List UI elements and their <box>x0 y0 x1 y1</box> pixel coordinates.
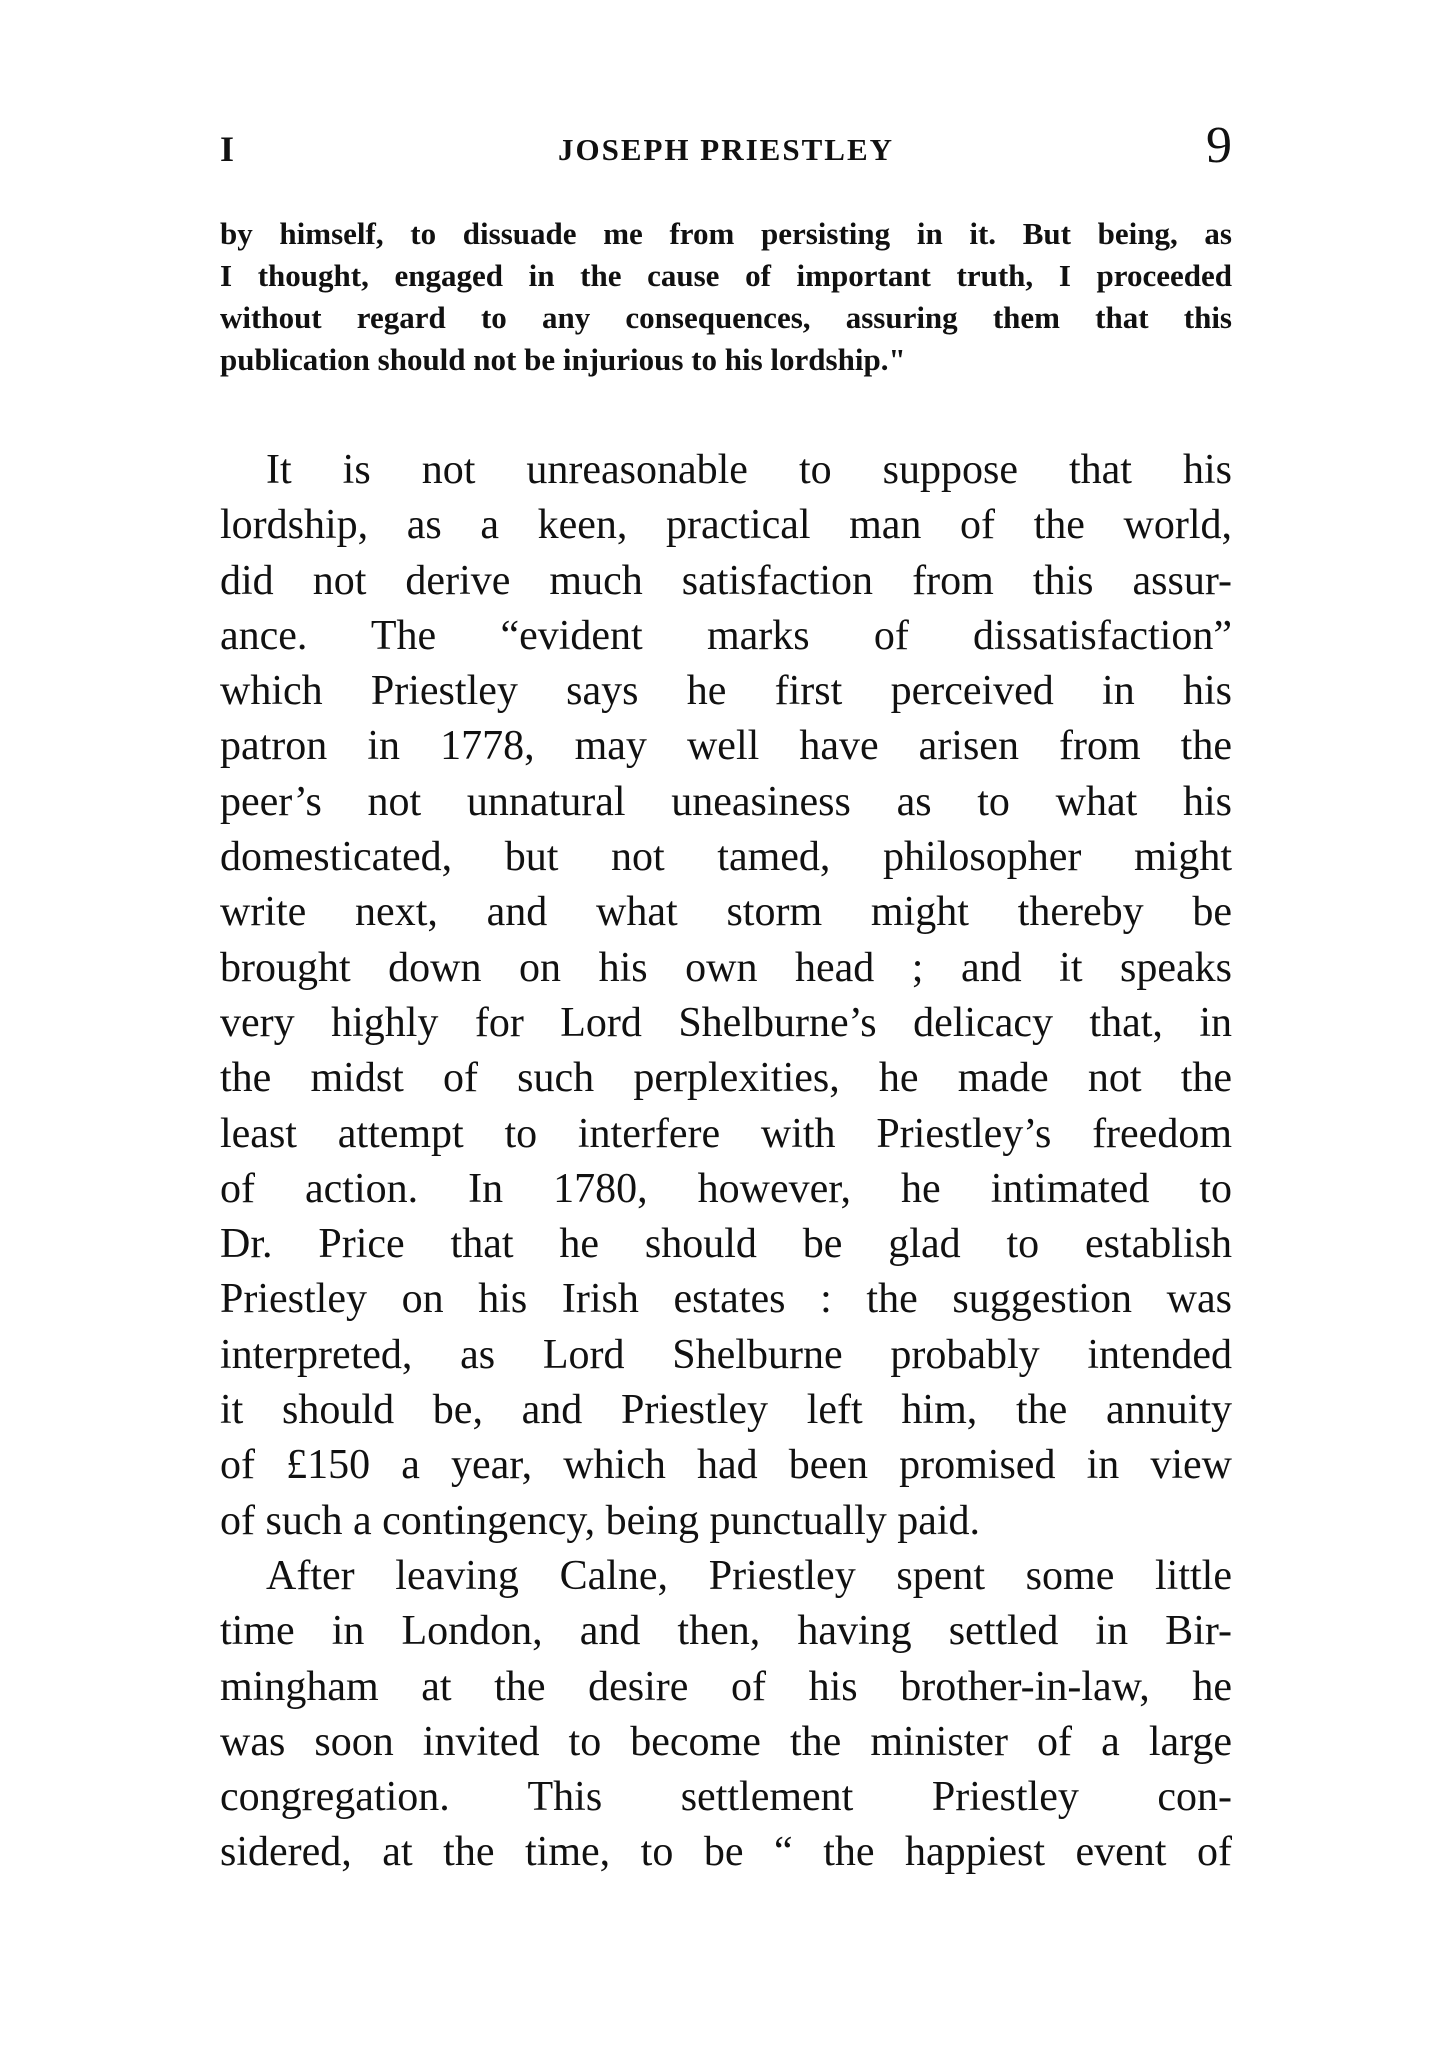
text-line: write next, and what storm might thereby be <box>220 889 1232 936</box>
signature-mark: I <box>220 129 235 169</box>
body-text <box>220 443 1232 1881</box>
text-line: congregation. This settlement Priestley con- <box>220 1774 1232 1821</box>
text-line: of such a contingency, being punctually paid. <box>220 1497 981 1544</box>
text-line: brought down on his own head ; and it speaks <box>220 944 1232 991</box>
paragraph-1 <box>220 443 1232 1549</box>
text-line: of action. In 1780, however, he intimated to <box>220 1165 1232 1212</box>
text-line: of £150 a year, which had been promised in view <box>220 1442 1232 1489</box>
text-line: Priestley on his Irish estates : the suggestion was <box>220 1276 1232 1323</box>
text-line: Dr. Price that he should be glad to establish <box>220 1221 1232 1268</box>
paragraph-2 <box>220 1549 1232 1881</box>
text-line: sidered, at the time, to be “ the happiest event of <box>220 1829 1232 1876</box>
quotation-line: publication should not be injurious to his lordship." <box>220 342 906 377</box>
page-number: 9 <box>1206 117 1232 174</box>
text-line: the midst of such perplexities, he made not the <box>220 1055 1232 1102</box>
running-head <box>220 117 1232 180</box>
text-line: domesticated, but not tamed, philosopher might <box>220 834 1232 881</box>
text-line: very highly for Lord Shelburne’s delicacy that, in <box>220 999 1232 1046</box>
quotation-line: I thought, engaged in the cause of important truth, I proceeded <box>220 258 1232 293</box>
quotation-line: by himself, to dissuade me from persisting in it. But being, as <box>220 216 1232 251</box>
text-line: patron in 1778, may well have arisen from the <box>220 723 1232 770</box>
text-line: peer’s not unnatural uneasiness as to what his <box>220 778 1232 825</box>
text-line: it should be, and Priestley left him, the annuity <box>220 1387 1232 1434</box>
text-line: lordship, as a keen, practical man of the world, <box>220 502 1232 549</box>
text-line: was soon invited to become the minister of a large <box>220 1718 1232 1765</box>
text-line: interpreted, as Lord Shelburne probably intended <box>220 1331 1232 1378</box>
running-title: JOSEPH PRIESTLEY <box>557 132 895 167</box>
quotation-line: without regard to any consequences, assuring them that this <box>220 300 1232 335</box>
text-line: ance. The “evident marks of dissatisfaction” <box>220 612 1232 659</box>
text-line: After leaving Calne, Priestley spent some little <box>266 1552 1232 1599</box>
text-line: time in London, and then, having settled in Bir- <box>220 1608 1232 1655</box>
text-line: mingham at the desire of his brother-in-law, he <box>220 1663 1232 1710</box>
text-line: which Priestley says he first perceived in his <box>220 668 1232 715</box>
quotation-block <box>220 213 1232 381</box>
text-line: least attempt to interfere with Priestley’s freedom <box>220 1110 1232 1157</box>
text-line: It is not unreasonable to suppose that his <box>266 447 1232 493</box>
text-line: did not derive much satisfaction from this assur- <box>220 557 1232 604</box>
